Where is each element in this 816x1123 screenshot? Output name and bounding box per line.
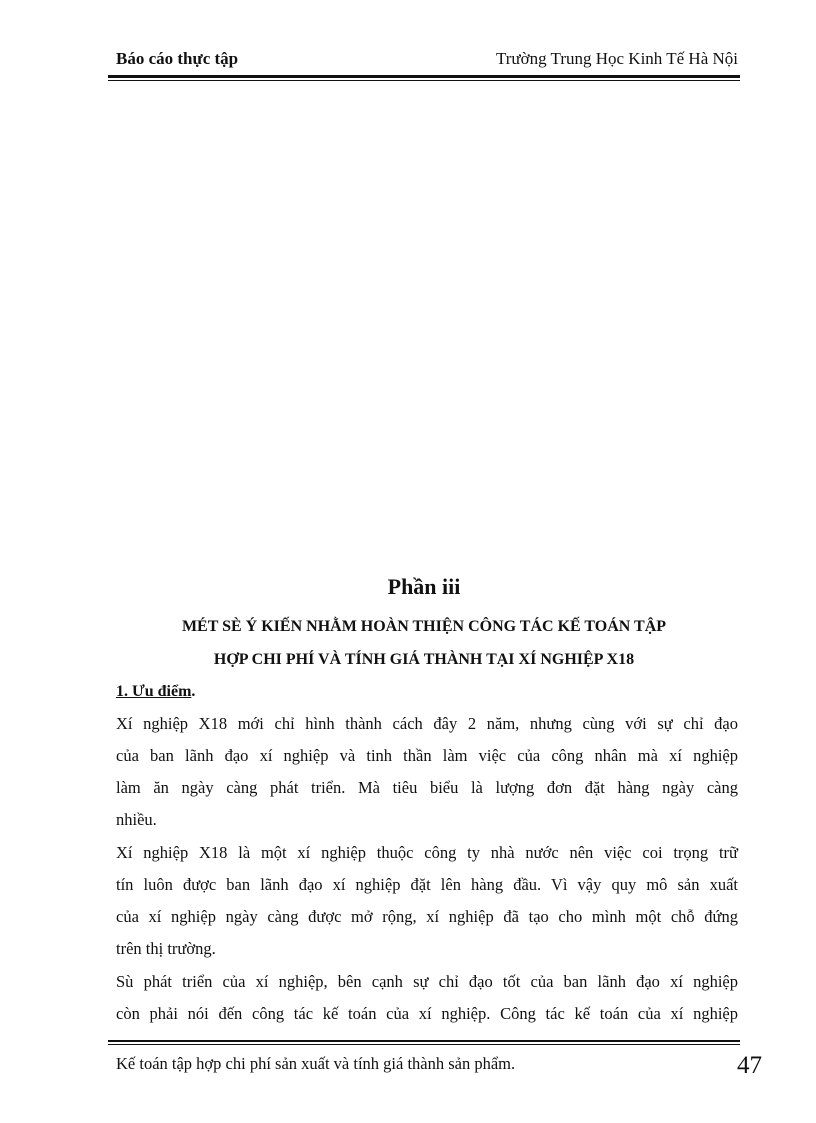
section-title: Phần iii: [387, 574, 461, 599]
footer-text: Kế toán tập hợp chi phí sản xuất và tính giá thành sản phẩm.: [116, 1054, 516, 1073]
page-number: 47: [737, 1052, 762, 1079]
subheading-text: 1. Ưu điểm: [116, 683, 192, 700]
body-line: còn phải nói đến công tác kế toán của xí nghiệp. Công tác kế toán của xí nghiệp: [116, 1004, 738, 1023]
header-school-name: Trường Trung Học Kinh Tế Hà Nội: [495, 49, 738, 68]
body-line: Sù phát triển của xí nghiệp, bên cạnh sự chỉ đạo tốt của ban lãnh đạo xí nghiệp: [116, 972, 738, 991]
body-line: nhiều.: [116, 810, 157, 829]
body-line: tín luôn được ban lãnh đạo xí nghiệp đặt lên hàng đầu. Vì vậy quy mô sản xuất: [116, 875, 738, 894]
header-rule-thick: [108, 75, 740, 78]
footer-rule-thin: [108, 1044, 740, 1045]
body-line: trên thị trường.: [116, 939, 216, 958]
header-report-title: Báo cáo thực tập: [116, 49, 239, 68]
page-header: [112, 48, 740, 74]
body-line: của ban lãnh đạo xí nghiệp và tinh thần làm việc của công nhân mà xí nghiệp: [116, 746, 738, 765]
body-line: của xí nghiệp ngày càng được mở rộng, xí nghiệp đã tạo cho mình một chỗ đứng: [116, 907, 738, 926]
subheading-period: .: [191, 683, 196, 700]
body-line: làm ăn ngày càng phát triển. Mà tiêu biểu là lượng đơn đặt hàng ngày càng: [116, 778, 738, 797]
header-rule-thin: [108, 80, 740, 81]
subheading: [116, 683, 195, 701]
section-heading-line-1: MÉT SÈ Ý KIẾN NHẰM HOÀN THIỆN CÔNG TÁC KẾ TOÁN TẬP: [181, 618, 667, 635]
section-heading-line-2: HỢP CHI PHÍ VÀ TÍNH GIÁ THÀNH TẠI XÍ NGHIỆP X18: [213, 651, 635, 668]
footer-rule-thick: [108, 1040, 740, 1042]
body-line: Xí nghiệp X18 mới chỉ hình thành cách đây 2 năm, nhưng cùng với sự chỉ đạo: [116, 714, 738, 733]
body-line: Xí nghiệp X18 là một xí nghiệp thuộc công ty nhà nước nên việc coi trọng trữ: [116, 843, 738, 862]
